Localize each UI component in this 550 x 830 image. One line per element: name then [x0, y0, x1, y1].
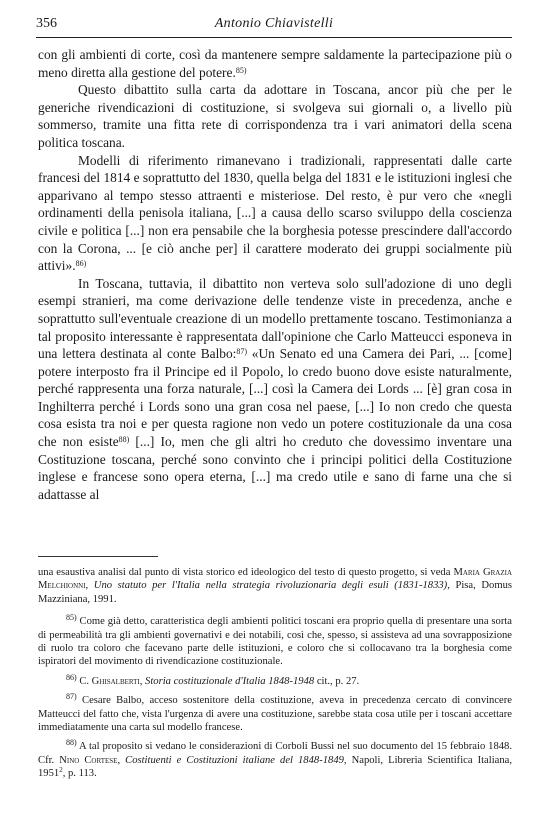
footnote-ref[interactable]: 85) — [235, 65, 247, 75]
footnotes — [38, 566, 512, 787]
page-number: 356 — [36, 16, 57, 31]
work-title: Uno statuto per l'Italia nella strategia rivoluzionaria degli esuli (1831-1833) — [93, 580, 448, 592]
text-run: , Napoli, Libreria Scientifica Italiana, 1951 — [38, 754, 512, 780]
text-run: Come già detto, caratteristica degli ambienti politici toscani era proprio quella di presentare una sorta di permeabilità tra gli ambienti governativi e dei notabili, così che, spesso, si assisteva ad una sovrapposizione di ruolo tra coloro che facevano parte delle istituzioni, e coloro che si collocavano tra la borghesia come ispiratori del movimento di rivendicazione costituzionale. — [38, 616, 512, 668]
edition-superscript: 2 — [59, 766, 63, 775]
footnote-ref[interactable]: 88) — [118, 435, 130, 445]
footnote-number: 86) — [66, 672, 77, 682]
text-run: con gli ambienti di corte, così da mantenere sempre saldamente la partecipazione più o meno diretta alla gestione del potere. — [38, 47, 512, 80]
text-run: , — [85, 580, 94, 592]
paragraph — [38, 46, 512, 81]
text-run: , p. 113. — [62, 768, 97, 780]
text-run: Modelli di riferimento rimanevano i tradizionali, rappresentati dalle carte francesi del 1814 e soprattutto del 1830, quella belga del 1831 e le istituzioni inglesi che apparivano al tempo stesso attraenti e misteriose. Del resto, è pur vero che «negli ordinamenti della penisola italiana, [...] a causa dello scarso sviluppo della coscienza civile e politica [...] non era pensabile che la borghesia potesse prescindere dall'accordo con la Corona, ... [e ciò anche per] il carattere moderato dei gruppi socialmente più attivi». — [38, 152, 512, 274]
text-run: , — [117, 754, 126, 766]
footnote-number: 88) — [66, 738, 77, 748]
paragraph — [38, 152, 512, 275]
author-name: C. Ghisalberti — [76, 675, 140, 687]
footnote-ref[interactable]: 86) — [75, 259, 87, 269]
footnote-rule — [38, 556, 158, 557]
text-run: cit., p. 27. — [314, 675, 360, 687]
footnote-number: 87) — [66, 692, 77, 702]
author-name: Maria Grazia Melchionni — [38, 567, 512, 592]
main-text — [38, 46, 512, 503]
text-run: Cesare Balbo, acceso sostenitore della costituzione, aveva in precedenza cercato di convincere Matteucci del fatto che, vista l'urgenza di avere una costituzione, sarebbe stata cosa utile per i toscani accettare immediatamente una carta sul modello francese. — [38, 695, 512, 734]
text-run: «Un Senato ed una Camera dei Pari, ... [come] potere interposto fra il Principe ed il Popolo, lo credo buono dove esiste naturalmente, perché rappresenta una forza naturale, [...] così la Camera dei Lords ... [è] gran cosa in Inghilterra perché i Lords sono una gran cosa nel paese, [...] Io non credo che questa cosa esista tra noi e per questa ragione non vedo un potere costituzionale da una cosa che non esiste — [38, 346, 513, 450]
text-run: , — [139, 675, 146, 687]
footnote-continuation — [38, 566, 512, 606]
footnote-number: 85) — [66, 613, 77, 623]
author-name: Nino Cortese — [59, 754, 118, 766]
footnote-88 — [38, 740, 512, 780]
work-title: Costituenti e Costituzioni italiane del 1848-1849 — [125, 754, 344, 766]
footnote-86 — [38, 672, 512, 688]
work-title: Storia costituzionale d'Italia 1848-1948 — [145, 675, 315, 687]
header-rule — [36, 37, 512, 38]
paragraph — [38, 275, 512, 504]
text-run: A tal proposito si vedano le considerazioni di Corboli Bussi nel suo documento del 15 febbraio 1848. Cfr. — [38, 741, 512, 766]
paragraph: Questo dibattito sulla carta da adottare in Toscana, ancor più che per le generiche rivendicazioni di costituzione, si svolgeva sui giornali o, a livello più sommerso, tramite una fitta rete di corrispondenza tra i vari animatori della scena politica toscana. — [38, 82, 512, 150]
text-run: [...] Io, men che gli altri ho creduto che dovessimo inventare una Costituzione toscana, perché sono convinto che i principi politici della Costituzione inglese e francese sono opera eterna, [...] ma credo utile e sano di farne una che si adattasse al — [38, 434, 512, 502]
page-header — [36, 14, 512, 36]
footnote-85 — [38, 615, 512, 669]
text-run: , Pisa, Domus Mazziniana, 1991. — [38, 580, 512, 605]
running-title: Antonio Chiavistelli — [214, 16, 334, 31]
footnote-87 — [38, 694, 512, 734]
footnote-ref[interactable]: 87) — [236, 347, 248, 357]
text-run: una esaustiva analisi dal punto di vista storico ed ideologico del testo di questo progetto, si veda — [38, 567, 454, 578]
text-run: In Toscana, tuttavia, il dibattito non verteva solo sull'adozione di uno degli esempi stranieri, ma come derivazione delle tendenze viste in precedenza, anche e soprattutto sull'eventuale creazione di un modello prettamente toscano. Testimonianza a tal proposito interessante è rappresentata dall'opinione che Carlo Matteucci esponeva in una lettera destinata al conte Balbo: — [38, 275, 512, 362]
